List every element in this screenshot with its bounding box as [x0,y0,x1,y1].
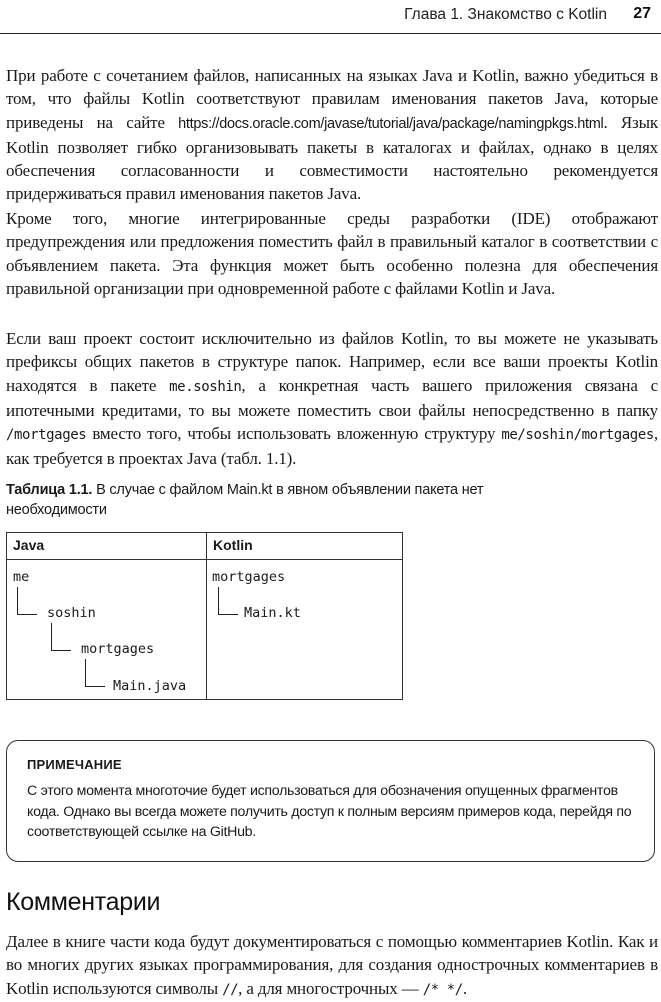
text-run: Кроме того, многие интегрированные среды разработки (IDE) отображают предупреждения или предложения поместить файл в правильный каталог в соответствии с объявлением пакета. Эта функция может быть особенно полезна для обеспечения правильной организации при одновременной работе с файлами Kotlin и Java. [6,209,658,298]
running-header [0,0,661,34]
text-run: При работе с сочетанием файлов, написанных на языках Java и Kotlin, важно убедиться в том, что файлы Kotlin соответствуют правилам именования пакетов Java, которые приведены на сайте [6,66,658,132]
chapter-title: Глава 1. Знакомство с Kotlin [404,6,607,23]
text-run: Если ваш проект состоит исключительно из файлов Kotlin, то вы можете не указывать префиксы общих пакетов в структуре папок. Например, если все ваши проекты Kotlin находятся в пакете [6,329,658,395]
page-number: 27 [633,5,651,22]
table-caption [6,480,566,520]
tree-connector [51,623,71,651]
java-tree-node-me: me [13,569,30,585]
java-tree-node-main-java: Main.java [113,678,187,694]
java-tree-node-mortgages: mortgages [81,641,155,657]
java-tree-node-soshin: soshin [47,605,96,621]
inline-url: https://docs.oracle.com/javase/tutorial/java/package/namingpkgs.html [178,115,604,132]
table-caption-label: Таблица 1.1. [6,482,93,498]
paragraph-folder-prefixes [6,327,658,471]
tree-connector [218,587,238,615]
inline-code: // [222,981,239,998]
tree-connector [85,659,105,687]
paragraph-package-naming [6,64,658,206]
text-run: . Язык Kotlin позволяет гибко организовывать пакеты в каталогах и файлах, однако в целях обеспечения согласованности и совместимости настоятельно рекомендуется придерживаться правил именования пакетов Java. [6,112,658,204]
tree-connector [17,587,37,615]
paragraph-comments-intro [6,930,658,1002]
table-column-divider [206,533,207,699]
text-run: Далее в книге части кода будут документироваться с помощью комментариев Kotlin. Как и во многих других языках программирования, для создания однострочных комментариев в Kotlin используются символы [6,932,658,998]
kotlin-tree-node-main-kt: Main.kt [244,605,301,621]
note-text: С этого момента многоточие будет использоваться для обозначения опущенных фрагментов кода. Однако вы всегда можете получить доступ к полным версиям примеров кода, перейдя по соответствующей ссылке на GitHub. [27,783,632,840]
note-box [6,740,655,862]
table-header-row [7,533,402,560]
text-run: . [462,978,467,998]
table-caption-text: В случае с файлом Main.kt в явном объявлении пакета нет необходимости [6,482,484,518]
inline-code: me.soshin [169,378,242,395]
section-heading-comments: Комментарии [6,888,161,916]
package-structure-table [6,532,403,700]
text-run: вместо того, чтобы использовать вложенную структуру [86,424,502,444]
table-header-java: Java [13,537,45,553]
note-title: ПРИМЕЧАНИЕ [27,757,122,772]
paragraph-ide-warnings [6,207,658,300]
inline-code: /* */ [422,981,463,998]
table-header-kotlin: Kotlin [213,537,253,553]
text-run: , как требуется в проектах Java (табл. 1.1). [6,424,658,469]
header-rule [0,33,661,34]
text-run: , а для многострочных — [238,978,423,998]
inline-code: me/soshin/mortgages [501,427,654,444]
kotlin-tree-node-mortgages: mortgages [212,569,286,585]
text-run: , а конкретная часть вашего приложения связана с ипотечными кредитами, то вы можете поместить свои файлы непосредственно в папку [6,375,658,420]
inline-code: /mortgages [6,427,87,444]
